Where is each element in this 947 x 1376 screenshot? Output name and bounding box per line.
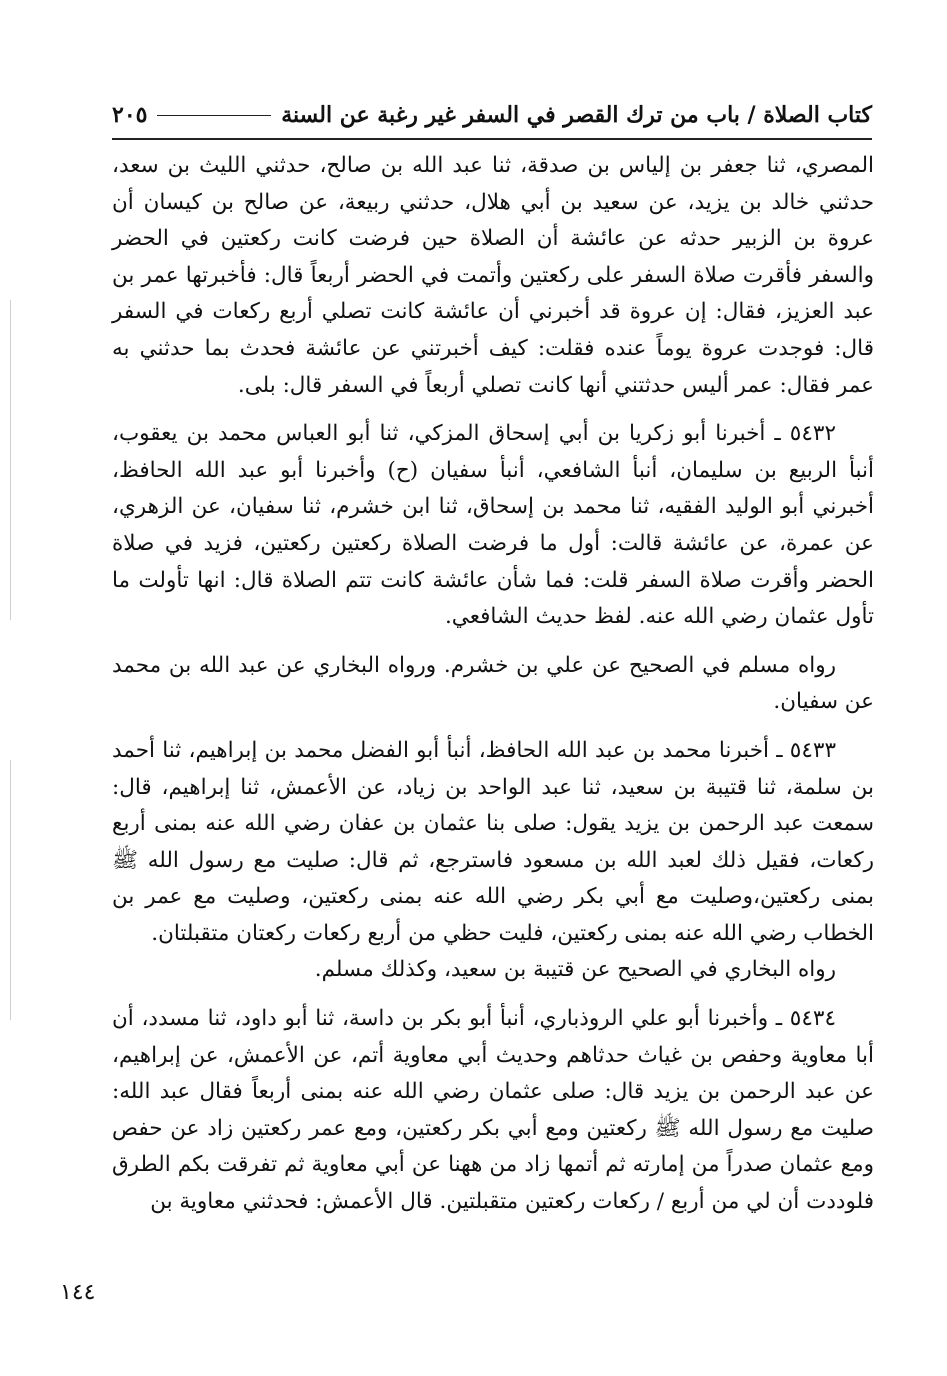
page-number: ٢٠٥ [112,102,148,128]
running-header [112,92,872,140]
chapter-title: كتاب الصلاة / باب من ترك القصر في السفر غير رغبة عن السنة [281,102,872,128]
hadith-5434: ٥٤٣٤ ـ وأخبرنا أبو علي الروذباري، أنبأ أبو بكر بن داسة، ثنا أبو داود، ثنا مسدد، أن أبا معاوية وحفص بن غياث حدثاهم وحديث أبي معاوية أتم، عن الأعمش، عن إبراهيم، عن عبد الرحمن بن يزيد قال: صلى عثمان رضي الله عنه بمنى أربعاً فقال عبد الله: صليت مع رسول الله ﷺ ركعتين ومع أبي بكر ركعتين، ومع عمر ركعتين زاد عن حفص ومع عثمان صدراً من إمارته ثم أتمها زاد من ههنا عن أبي معاوية ثم تفرقت بكم الطرق فلوددت أن لي من أربع / ركعات ركعتين متقبلتين. قال الأعمش: فحدثني معاوية بن [112,1006,874,1215]
page-edge-line [10,300,11,620]
hadith-5432: ٥٤٣٢ ـ أخبرنا أبو زكريا بن أبي إسحاق المزكي، ثنا أبو العباس محمد بن يعقوب، أنبأ الربيع بن سليمان، أنبأ الشافعي، أنبأ سفيان (ح) وأخبرنا أبو عبد الله الحافظ، أخبرني أبو الوليد الفقيه، ثنا محمد بن إسحاق، ثنا ابن خشرم، ثنا سفيان، عن الزهري، عن عمرة، عن عائشة قالت: أول ما فرضت الصلاة ركعتين ركعتين، فزيد في صلاة الحضر وأقرت صلاة السفر قلت: فما شأن عائشة كانت تتم الصلاة قال: انها تأولت ما تأول عثمان رضي الله عنه. لفظ حديث الشافعي. [112,421,874,630]
narration-note: رواه مسلم في الصحيح عن علي بن خشرم. ورواه البخاري عن عبد الله بن محمد عن سفيان. [112,652,874,715]
page-body [112,148,874,1221]
header-rule [157,115,271,116]
page-edge-line [10,760,11,1020]
narration-note: رواه البخاري في الصحيح عن قتيبة بن سعيد، وكذلك مسلم. [314,957,836,983]
paragraph: المصري، ثنا جعفر بن إلياس بن صدقة، ثنا عبد الله بن صالح، حدثني الليث بن سعد، حدثني خالد بن يزيد، عن سعيد بن أبي هلال، حدثني ربيعة، عن صالح بن كيسان أن عروة بن الزبير حدثه عن عائشة أن الصلاة حين فرضت كانت ركعتين في الحضر والسفر فأقرت صلاة السفر على ركعتين وأتمت في الحضر أربعاً قال: فأخبرتها عمر بن عبد العزيز، فقال: إن عروة قد أخبرني أن عائشة كانت تصلي أربع ركعات في السفر قال: فوجدت عروة يوماً عنده فقلت: كيف أخبرتني عن عائشة فحدث بما حدثني به عمر فقال: عمر أليس حدثتني أنها كانت تصلي أربعاً في السفر قال: بلى. [112,153,874,398]
margin-reference-number: ١٤٤ [60,1280,96,1305]
hadith-5433: ٥٤٣٣ ـ أخبرنا محمد بن عبد الله الحافظ، أنبأ أبو الفضل محمد بن إبراهيم، ثنا أحمد بن سلمة، ثنا قتيبة بن سعيد، ثنا عبد الواحد بن زياد، عن الأعمش، ثنا إبراهيم، قال: سمعت عبد الرحمن بن يزيد يقول: صلى بنا عثمان بن عفان رضي الله عنه بمنى أربع ركعات، فقيل ذلك لعبد الله بن مسعود فاسترجع، ثم قال: صليت مع رسول الله ﷺ بمنى ركعتين،وصليت مع أبي بكر رضي الله عنه بمنى ركعتين، وصليت مع عمر بن الخطاب رضي الله عنه بمنى ركعتين، فليت حظي من أربع ركعات ركعتان متقبلتان. [112,737,874,946]
